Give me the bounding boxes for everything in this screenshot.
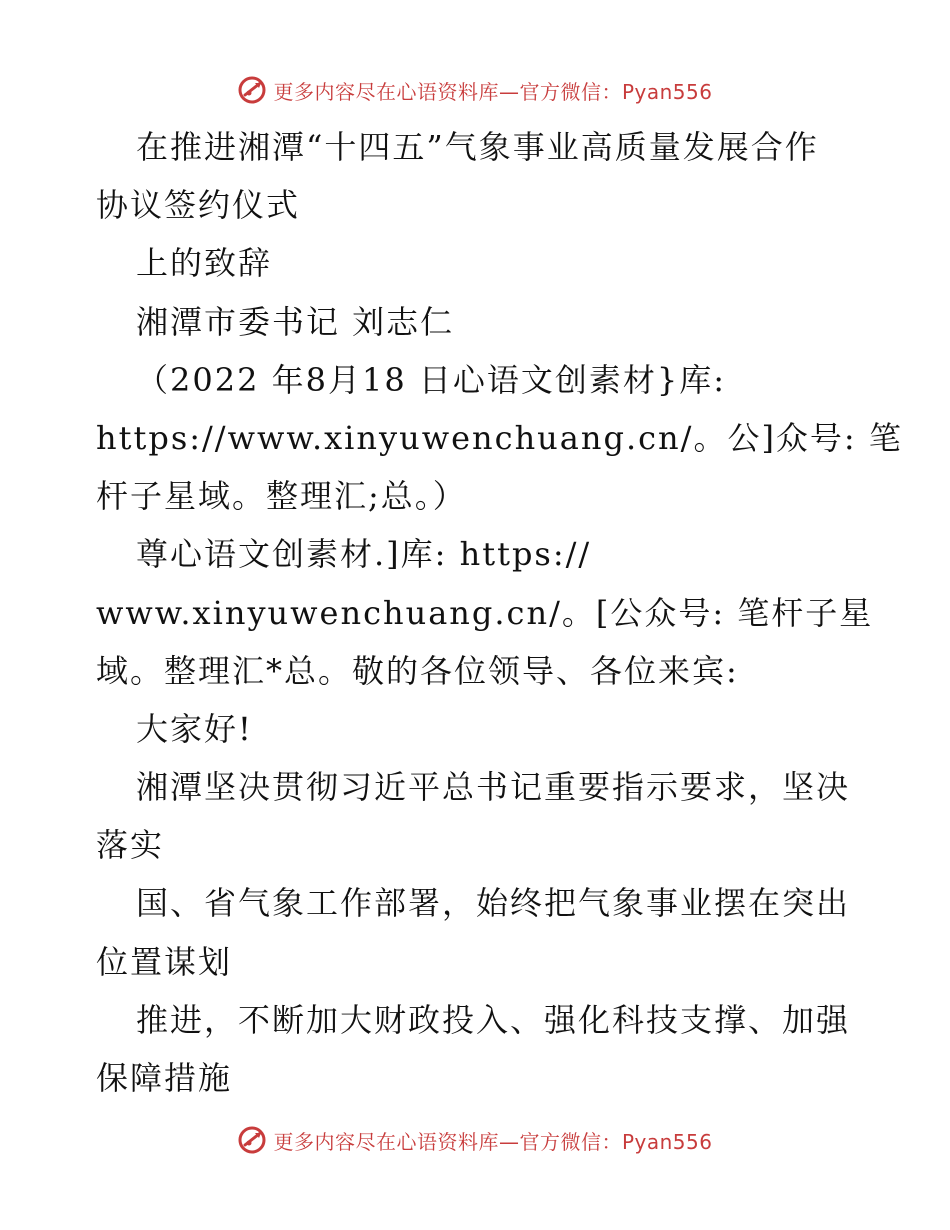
document-body: [96, 118, 903, 1107]
body-line: 保障措施: [96, 1059, 233, 1097]
body-line: 在推进湘潭“十四五”气象事业高质量发展合作: [136, 128, 819, 166]
logo-icon: [237, 1125, 267, 1155]
body-line: 位置谋划: [96, 942, 233, 981]
body-line: 湘潭市委书记 刘志仁: [136, 302, 455, 341]
body-line: 尊心语文创素材.]库: https://: [136, 535, 592, 574]
footer-banner: [0, 1120, 950, 1160]
body-line: 落实: [96, 826, 165, 865]
footer-banner-text: 更多内容尽在心语资料库—官方微信：Pyan556: [273, 1129, 713, 1154]
header-banner-text: 更多内容尽在心语资料库—官方微信：Pyan556: [273, 79, 713, 104]
body-line: （2022 年8月18 日心语文创素材}库:: [136, 360, 727, 399]
body-line: 湘潭坚决贯彻习近平总书记重要指示要求，坚决: [136, 768, 851, 807]
body-line: 大家好!: [136, 709, 253, 748]
header-banner: [0, 70, 950, 110]
body-line: 国、省气象工作部署，始终把气象事业摆在突出: [136, 884, 851, 923]
body-line: www.xinyuwenchuang.cn/。[公众号: 笔杆子星: [96, 593, 874, 632]
body-line: https://www.xinyuwenchuang.cn/。公]众号: 笔: [96, 418, 903, 457]
body-line: 推进，不断加大财政投入、强化科技支撑、加强: [136, 1000, 851, 1039]
body-line: 上的致辞: [136, 244, 273, 283]
body-line: 协议签约仪式: [96, 186, 301, 225]
body-line: 杆子星域。整理汇;总。）: [96, 477, 467, 516]
logo-icon: [237, 75, 267, 105]
body-line: 域。整理汇*总。敬的各位领导、各位来宾:: [96, 651, 739, 690]
